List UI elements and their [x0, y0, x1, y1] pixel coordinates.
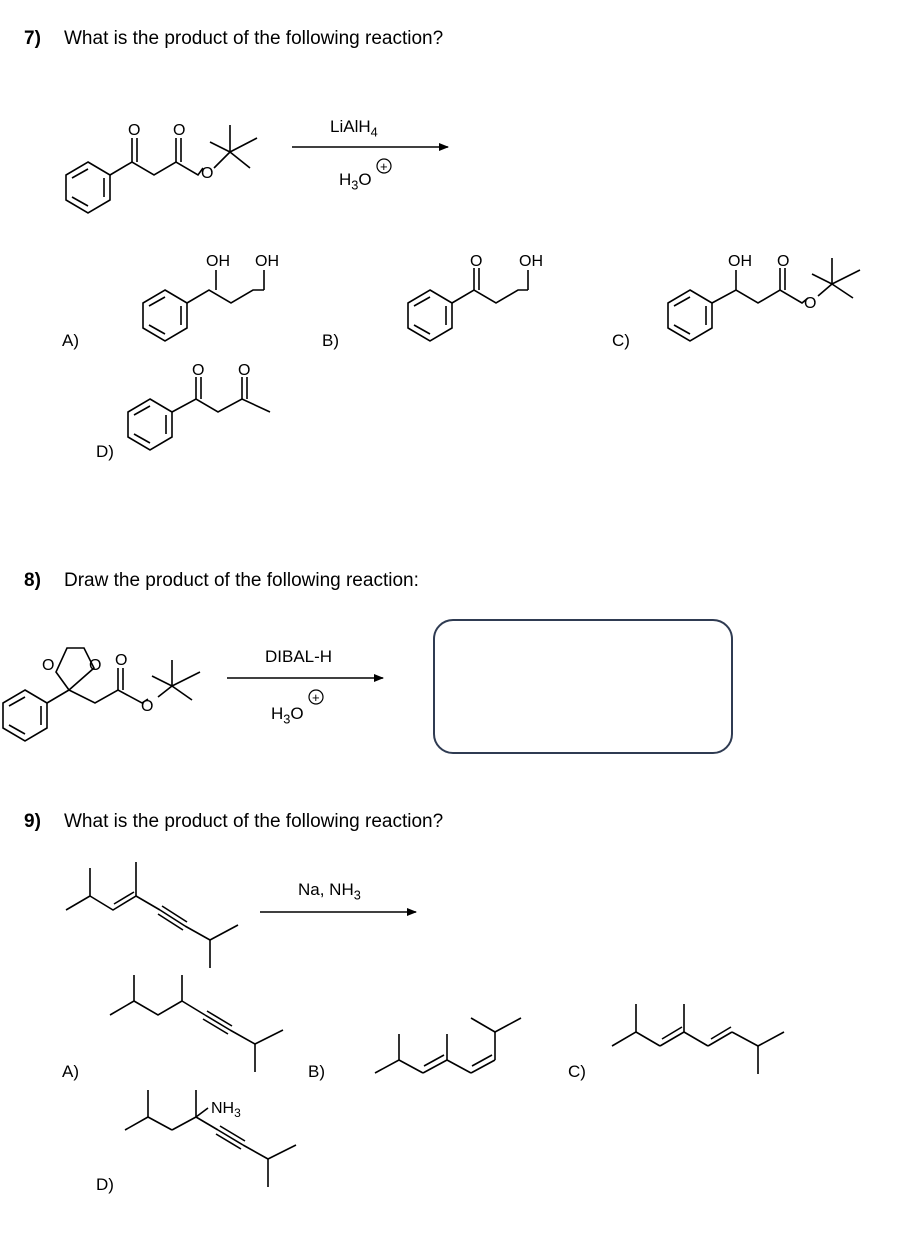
q8-starting-material [3, 648, 200, 741]
q8-reagent-dibal: DIBAL-H [265, 647, 333, 666]
q7-d-oxygen-2: O [238, 362, 251, 379]
q8-sm-oxygen-ring-2: O [89, 657, 102, 674]
q7-option-b-label[interactable]: B) [322, 331, 339, 350]
question-7-text: What is the product of the following reaction? [64, 28, 444, 49]
q7-reagent-lialh4: LiAlH$_4$ [330, 117, 378, 140]
svg-text:+: + [380, 159, 388, 174]
q8-sm-oxygen-ester: O [141, 698, 154, 715]
q7-c-oxygen-1: O [777, 253, 790, 270]
q7-sm-oxygen-1: O [128, 122, 141, 139]
q7-option-c-label[interactable]: C) [612, 331, 630, 350]
q8-sm-oxygen-carbonyl: O [115, 652, 128, 669]
q7-a-oh-1: OH [206, 253, 230, 270]
q7-option-d-label[interactable]: D) [96, 442, 114, 461]
q7-option-b-structure [408, 253, 543, 341]
q9-option-d-structure [125, 1090, 296, 1187]
question-9-number: 9) [24, 811, 41, 832]
question-8-number: 8) [24, 570, 41, 591]
q7-a-oh-2: OH [255, 253, 279, 270]
svg-text:+: + [312, 690, 320, 705]
q9-starting-material [66, 862, 238, 968]
q7-c-oh: OH [728, 253, 752, 270]
q7-sm-oxygen-3: O [201, 165, 214, 182]
q9-d-nh3-label: $NH_3$ [211, 1100, 241, 1120]
q7-option-d-structure [128, 362, 270, 450]
q9-option-a-structure [110, 975, 283, 1072]
q9-option-d-label[interactable]: D) [96, 1175, 114, 1194]
question-7-number: 7) [24, 28, 41, 49]
q7-sm-oxygen-2: O [173, 122, 186, 139]
q9-option-c-structure [612, 1004, 784, 1074]
q7-b-oxygen: O [470, 253, 483, 270]
q9-option-b-structure [375, 1018, 521, 1073]
q7-reagent-h3o: $H_3O$ [339, 170, 372, 193]
q8-sm-oxygen-ring-1: O [42, 657, 55, 674]
question-9-text: What is the product of the following reaction? [64, 811, 444, 832]
q9-option-b-label[interactable]: B) [308, 1062, 325, 1081]
question-8-text: Draw the product of the following reaction: [64, 570, 419, 591]
q7-d-oxygen-1: O [192, 362, 205, 379]
q7-option-a-label[interactable]: A) [62, 331, 79, 350]
q9-reagent-na-nh3: Na, $NH_3$ [298, 880, 361, 903]
q8-reagent-h3o: $H_3O$ [271, 704, 304, 727]
q7-option-a-structure [143, 253, 279, 341]
q9-option-c-label[interactable]: C) [568, 1062, 586, 1081]
q9-option-a-label[interactable]: A) [62, 1062, 79, 1081]
q7-c-oxygen-2: O [804, 295, 817, 312]
q7-starting-material [66, 122, 257, 213]
q7-option-c-structure [668, 253, 860, 341]
q7-b-oh: OH [519, 253, 543, 270]
